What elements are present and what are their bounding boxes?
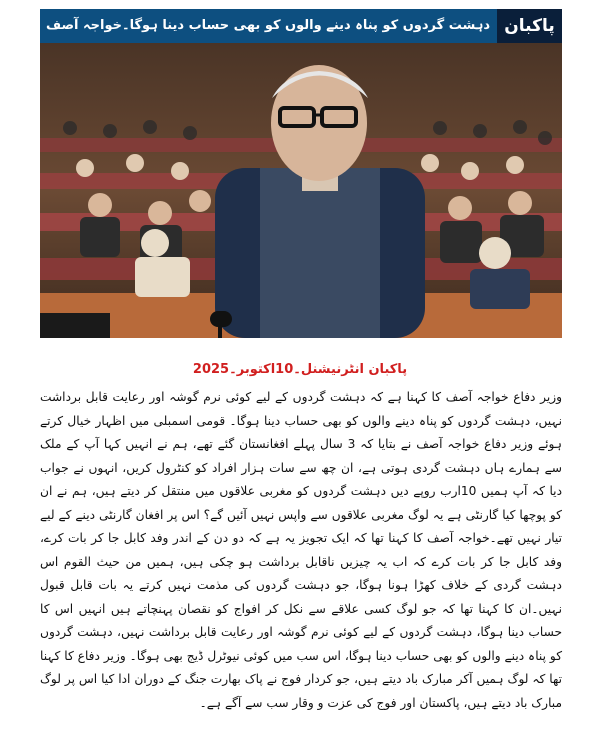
article-photo: [40, 43, 562, 338]
article-dateline: پاکبان انٹرنیشنل۔10اکتوبر۔2025: [192, 362, 408, 377]
header-bar: [40, 9, 562, 43]
article-body: وزیر دفاع خواجہ آصف کا کہنا ہے کہ دہشت گردوں کے لیے کوئی نرم گوشہ اور رعایت قابل برداشت نہیں، دہشت گردوں کو پناہ دینے والوں کو بھی حساب دینا ہوگا۔ قومی اسمبلی میں اظہار خیال کرتے ہوئے وزیر دفاع خواجہ آصف نے بتایا کہ 3 سال پہلے افغانستان گئے تھے، ہم نے انہیں کہا آپ کے ملک سے ہمارے ہاں دہشت گردی ہوتی ہے، ان چھ سے سات ہزار افراد کو کنٹرول کریں، انہوں نے جواب دیا کہ آپ ہمیں 10ارب روپے دیں دہشت گردوں کو مغربی علاقوں میں منتقل کر دیتے ہیں، ہم نے ان کو پوچھا کیا گارنٹی ہے یہ لوگ مغربی علاقوں سے واپس نہیں آئیں گے؟ اس پر افغان گارنٹی دینے کے لیے تیار نہیں تھے۔خواجہ آصف کا کہنا تھا کہ ایک تجویز یہ ہے کہ دو دن کے اندر وفد کابل جا کر بات کرے، وفد کابل جا کر بات کرے کہ اب یہ چیزیں ناقابل برداشت ہو چکی ہیں، ہمیں من حیث القوم اس دہشت گردی کے خلاف کھڑا ہونا ہوگا، جو دہشت گردوں کی مذمت نہیں کرتے یہ بات قابل قبول نہیں۔ان کا کہنا تھا کہ جو لوگ کسی علاقے سے نکل کر افواج کو نقصان پہنچاتے ہیں انہیں اس کا حساب دینا ہوگا، دہشت گردوں کے لیے کوئی نرم گوشہ اور رعایت قابل برداشت نہیں، دہشت گردوں کو پناہ دینے والوں کو بھی حساب دینا ہوگا، اس سب میں کوئی نیوٹرل ڈیج بھی ہوگا۔ وزیر دفاع کا کہنا تھا کہ لوگ ہمیں آکر مبارک باد دیتے ہیں، جو کردار فوج نے پاک بھارت جنگ کے دوران ادا کیا اس پر لوگ مبارک باد دیتے ہیں، پاکستان اور فوج کی عزت و وقار سب سے آگے ہے۔: [40, 390, 562, 710]
logo-text: پاکبان: [504, 16, 555, 36]
headline: دہشت گردوں کو پناہ دینے والوں کو بھی حساب دینا ہوگا۔خواجہ آصف: [46, 18, 490, 33]
logo[interactable]: [497, 9, 562, 43]
